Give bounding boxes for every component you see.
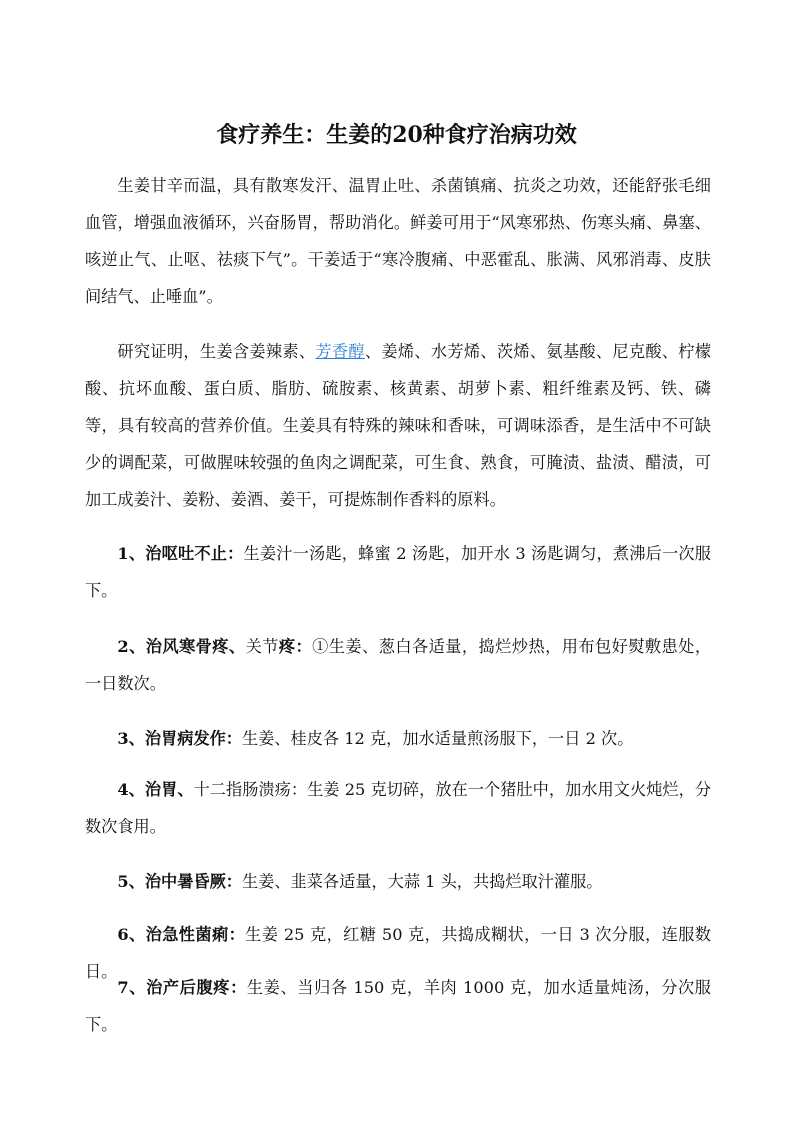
remedy-heading: 5、治中暑昏厥： xyxy=(117,872,242,891)
remedy-heading: 4、治胃、 xyxy=(117,780,194,799)
remedy-heading: 7、治产后腹疼： xyxy=(117,978,247,997)
remedy-text: 十二指肠溃疡：生姜 25 克切碎，放在一个猪肚中，加水用文火炖烂，分数次食用。 xyxy=(85,780,712,836)
remedy-heading: 2、治风寒骨疼、 xyxy=(117,637,246,656)
research-paragraph xyxy=(85,333,711,518)
remedy-item-7 xyxy=(85,969,711,1043)
remedy-item-1 xyxy=(85,535,711,609)
remedy-text: 生姜、桂皮各 12 克，加水适量煎汤服下，一日 2 次。 xyxy=(241,729,634,748)
research-text-after: 、姜烯、水芳烯、茨烯、氨基酸、尼克酸、柠檬酸、抗坏血酸、蛋白质、脂肪、硫胺素、核黄素、胡萝卜素、粗纤维素及钙、铁、磷等，具有较高的营养价值。生姜具有特殊的辣味和香味，可调味添香，是生活中不可缺少的调配菜，可做腥味较强的鱼肉之调配菜，可生食、熟食，可腌渍、盐渍、醋渍，可加工成姜汁、姜粉、姜酒、姜干，可提炼制作香料的原料。 xyxy=(85,342,712,509)
remedy-heading: 3、治胃病发作： xyxy=(117,729,242,748)
remedy-text: 生姜、韭菜各适量，大蒜 1 头，共捣烂取汁灌服。 xyxy=(241,872,603,891)
remedy-item-5 xyxy=(85,863,711,900)
remedy-item-3 xyxy=(85,720,711,757)
document-title: 食疗养生：生姜的20种食疗治病功效 xyxy=(216,122,577,148)
remedy-text: 生姜、当归各 150 克，羊肉 1000 克，加水适量炖汤，分次服下。 xyxy=(85,978,711,1034)
remedy-text: 生姜汁一汤匙，蜂蜜 2 汤匙，加开水 3 汤匙调匀，煮沸后一次服下。 xyxy=(85,544,711,600)
remedy-item-2 xyxy=(85,628,711,702)
research-text-before: 研究证明，生姜含姜辣素、 xyxy=(117,342,316,361)
remedy-item-4 xyxy=(85,771,711,845)
remedy-heading: 1、治呕吐不止： xyxy=(117,544,244,563)
link-aromatic-alcohol[interactable]: 芳香醇 xyxy=(315,342,365,361)
remedy-heading-end: 疼： xyxy=(278,637,313,656)
remedy-text: ①生姜、葱白各适量，捣烂炒热，用布包好熨敷患处，一日数次。 xyxy=(85,637,712,693)
intro-paragraph: 生姜甘辛而温，具有散寒发汗、温胃止吐、杀菌镇痛、抗炎之功效，还能舒张毛细血管，增强血液循环，兴奋肠胃，帮助消化。鲜姜可用于“风寒邪热、伤寒头痛、鼻塞、咳逆止气、止呕、祛痰下气”。干姜适于“寒冷腹痛、中恶霍乱、胀满、风邪消毒、皮肤间结气、止唾血”。 xyxy=(85,176,711,306)
remedy-heading-normal: 关节 xyxy=(245,637,279,656)
remedy-heading: 6、治急性菌痢： xyxy=(117,925,246,944)
remedy-text: 生姜 25 克，红糖 50 克，共捣成糊状，一日 3 次分服，连服数日。 xyxy=(85,925,711,981)
